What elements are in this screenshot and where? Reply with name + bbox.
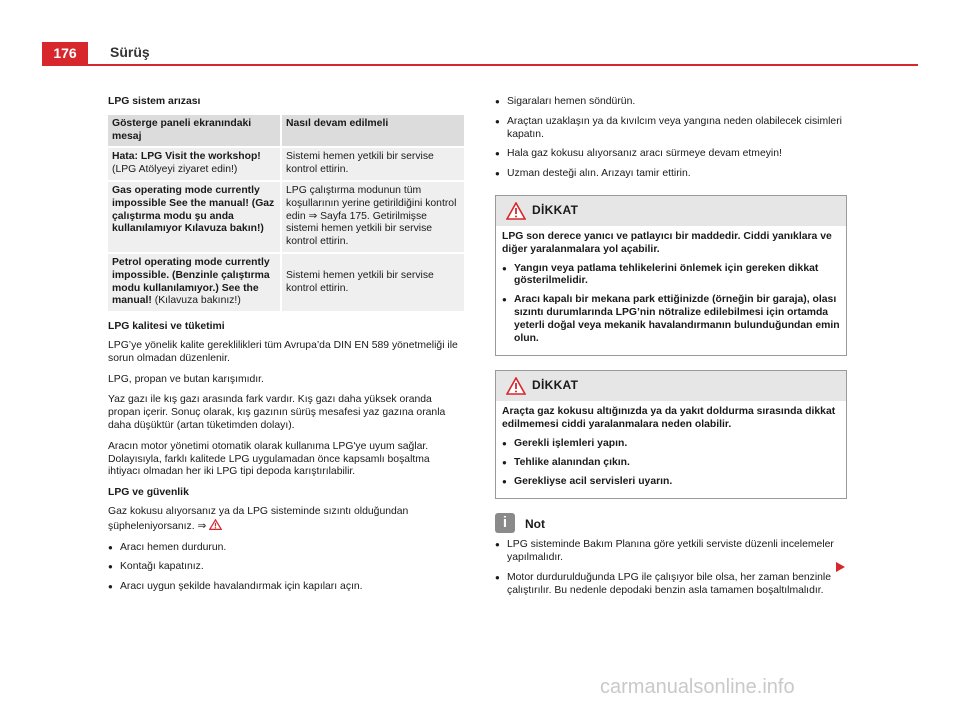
warning-box <box>495 195 847 356</box>
warning-header <box>496 196 846 226</box>
fault-table <box>108 115 464 311</box>
message-code: Petrol operating mode currently impossible. (Benzinle çalıştırma modu kullanılamıyor.) See the manual! <box>112 256 270 307</box>
warning-body <box>496 401 846 498</box>
info-icon: i <box>495 513 515 533</box>
heading-lpg-quality: LPG kalitesi ve tüketimi <box>108 321 225 333</box>
header-rule <box>42 64 918 66</box>
list-item: ● Sigaraları hemen söndürün. <box>495 96 847 109</box>
warning-intro: Araçta gaz kokusu altığınızda ya da yakıt doldurma sırasında dikkat edilmemesi ciddi yaralanmalara neden olabilir. <box>502 406 836 431</box>
page-number: 176 <box>42 42 88 64</box>
warning-triangle-icon[interactable] <box>209 519 222 530</box>
watermark: carmanualsonline.info <box>600 676 795 698</box>
right-column <box>495 96 847 605</box>
table-cell-message <box>108 147 281 181</box>
message-translation: (LPG Atölyeyi ziyaret edin!) <box>112 164 238 176</box>
paragraph: LPG, propan ve butan karışımıdır. <box>108 373 264 385</box>
list-item: ● Hala gaz kokusu alıyorsanız aracı sürmeye devam etmeyin! <box>495 148 847 161</box>
warning-title: DİKKAT <box>532 378 579 393</box>
table-row <box>108 253 464 311</box>
table-header-row <box>108 115 464 148</box>
message-code: Gas operating mode currently impossible See the manual! (Gaz çalıştırma modu şu anda kullanılamıyor Kılavuza bakın!) <box>112 184 275 235</box>
list-item: ● Gerekli işlemleri yapın. <box>502 438 840 451</box>
warning-body <box>496 226 846 355</box>
warning-triangle-icon <box>506 377 526 395</box>
left-column <box>108 96 464 601</box>
list-item: ● Motor durdurulduğunda LPG ile çalışıyor bile olsa, her zaman benzinle çalıştırılır. Bu nedenle depodaki benzin asla tamamen boşaltılmalıdır. <box>495 572 847 598</box>
list-item: ● LPG sisteminde Bakım Planına göre yetkili serviste düzenli incelemeler yapılmalıdır. <box>495 539 847 565</box>
warning-triangle-icon <box>506 202 526 220</box>
table-cell-action: Sistemi hemen yetkili bir servise kontrol ettirin. <box>281 253 464 311</box>
warning-title: DİKKAT <box>532 202 579 217</box>
table-cell-message <box>108 253 281 311</box>
heading-lpg-safety: LPG ve güvenlik <box>108 487 189 499</box>
list-item: ● Araçtan uzaklaşın ya da kıvılcım veya yangına neden olabilecek cisimleri kapatın. <box>495 116 847 142</box>
list-item: ● Uzman desteği alın. Arızayı tamir ettirin. <box>495 168 847 181</box>
list-item: ● Kontağı kapatınız. <box>108 561 464 574</box>
list-item: ● Yangın veya patlama tehlikelerini önlemek için gereken dikkat gösterilmelidir. <box>502 263 840 289</box>
table-row <box>108 181 464 253</box>
table-cell-action: LPG çalıştırma modunun tüm koşullarının yerine getirildiğini kontrol edin ⇒ Sayfa 175. Getirilmişse sistemi hemen yetkili bir servise kontrol ettirin. <box>281 181 464 253</box>
list-item: ● Aracı kapalı bir mekana park ettiğinizde (örneğin bir garaja), olası sızıntı durumlarında LPG’nin nötralize edilebilmesi için ortamda yeterli doğal veya mekanik havalandırmanın bulunduğundan emin olun. <box>502 294 840 345</box>
paragraph: Aracın motor yönetimi otomatik olarak kullanıma LPG'ye uyum sağlar. Dolayısıyla, farklı kalitede LPG uygulamadan önce kapsamlı boşaltma ihtiyacı olmadan her iki LPG tipi depoda karıştırılabilir. <box>108 440 430 478</box>
note-header <box>495 513 847 535</box>
message-translation: (Kılavuza bakınız!) <box>151 295 241 307</box>
list-item: ● Aracı uygun şekilde havalandırmak için kapıları açın. <box>108 581 464 594</box>
warning-header <box>496 371 846 401</box>
continue-arrow-icon <box>836 562 845 572</box>
section-title: Sürüş <box>110 44 150 60</box>
heading-lpg-fault: LPG sistem arızası <box>108 96 201 107</box>
paragraph: LPG’ye yönelik kalite gereklilikleri tüm Avrupa’da DIN EN 589 yönetmeliği ile sorun olmadan düzenlenir. <box>108 339 458 364</box>
table-header-message: Gösterge paneli ekranındaki mesaj <box>108 115 281 148</box>
list-item: ● Gerekliyse acil servisleri uyarın. <box>502 476 840 489</box>
note-title: Not <box>525 517 545 532</box>
safety-intro-text: Gaz kokusu alıyorsanız ya da LPG sisteminde sızıntı olduğundan şüpheleniyorsanız. ⇒ <box>108 505 409 532</box>
table-row <box>108 147 464 181</box>
list-item: ● Aracı hemen durdurun. <box>108 542 464 555</box>
paragraph <box>108 506 464 534</box>
warning-intro: LPG son derece yanıcı ve patlayıcı bir maddedir. Ciddi yanıklara ve diğer yaralanmalara yol açabilir. <box>502 230 832 255</box>
message-code: Hata: LPG Visit the workshop! <box>112 151 261 163</box>
list-item: ● Tehlike alanından çıkın. <box>502 457 840 470</box>
table-cell-action: Sistemi hemen yetkili bir servise kontrol ettirin. <box>281 147 464 181</box>
table-header-action: Nasıl devam edilmeli <box>281 115 464 148</box>
table-cell-message <box>108 181 281 253</box>
warning-box <box>495 370 847 499</box>
paragraph: Yaz gazı ile kış gazı arasında fark vardır. Kış gazı daha yüksek oranda propan içerir. Sonuç olarak, kış gazının sürüş mesafesi yaz gazına oranla daha düşüktür (artan tüketimden dolayı). <box>108 394 446 431</box>
